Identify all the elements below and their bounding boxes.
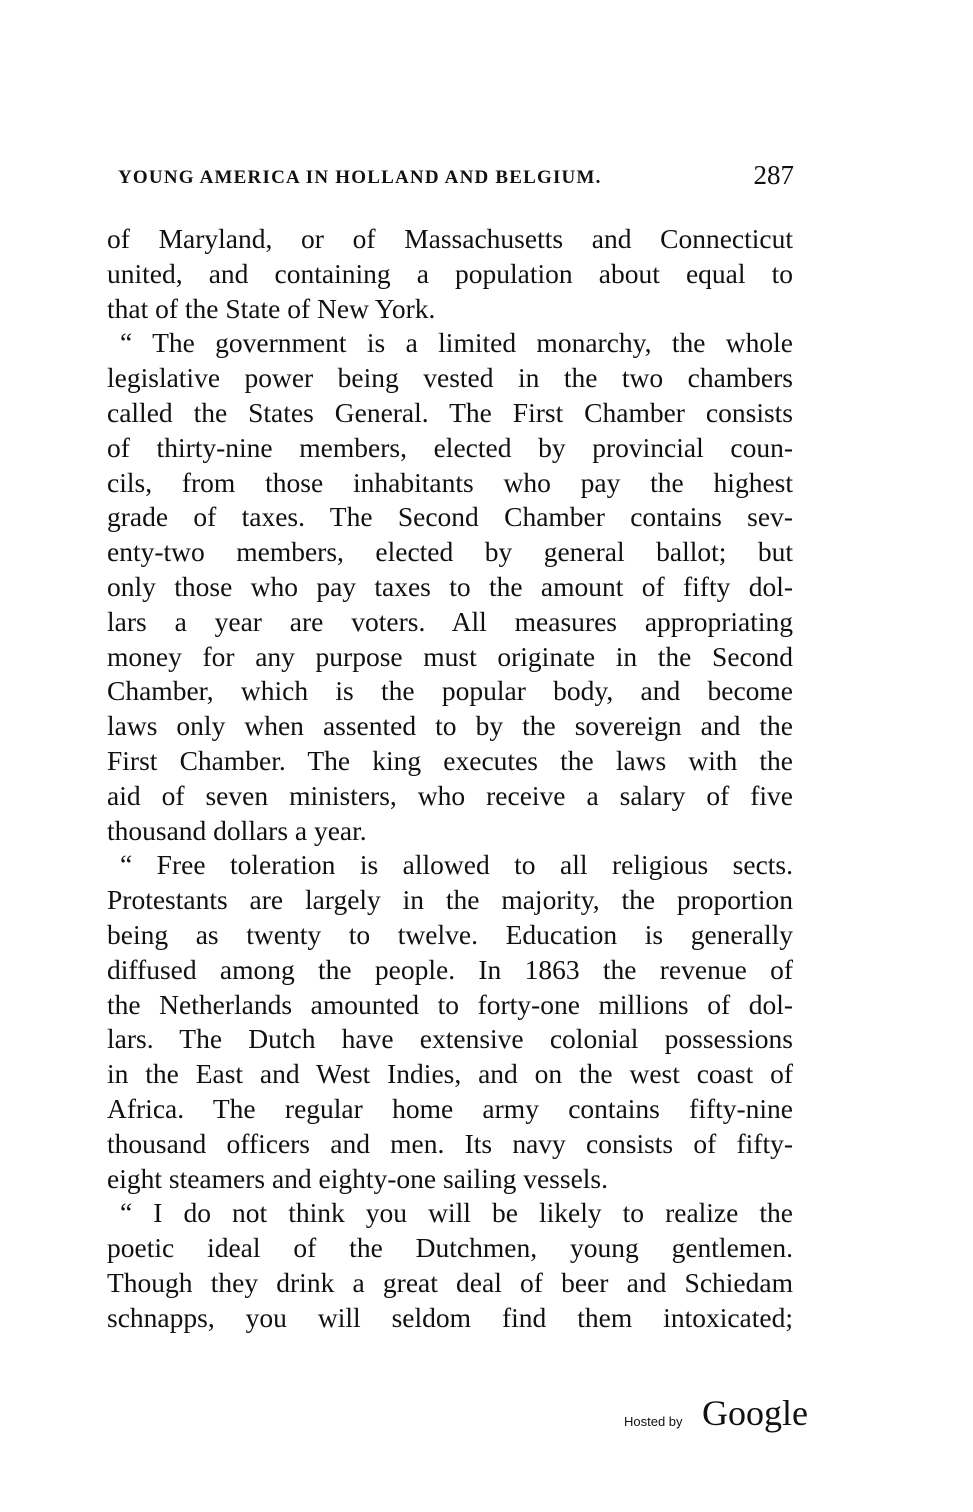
running-title: YOUNG AMERICA IN HOLLAND AND BELGIUM.	[118, 167, 602, 188]
text-line: Though they drink a great deal of beer and Schiedam	[107, 1267, 793, 1298]
google-logo: Google	[702, 1393, 808, 1433]
running-header	[118, 160, 794, 196]
text-line: “ Free toleration is allowed to all religious sects.	[120, 849, 793, 881]
text-line: lars a year are voters. All measures appropriating	[107, 605, 793, 637]
text-line: the Netherlands amounted to forty-one millions of dol-	[107, 988, 793, 1020]
text-line: schnapps, you will seldom find them intoxicated;	[107, 1301, 793, 1333]
text-line: laws only when assented to by the sovereign and the	[107, 710, 793, 742]
text-line: being as twenty to twelve. Education is generally	[107, 919, 793, 950]
text-line: legislative power being vested in the two chambers	[107, 362, 793, 394]
hosted-by-label: Hosted by	[624, 1414, 683, 1429]
text-line: Chamber, which is the popular body, and become	[107, 675, 793, 707]
text-line: First Chamber. The king executes the laws with the	[107, 745, 793, 776]
text-line: grade of taxes. The Second Chamber contains sev-	[107, 501, 793, 533]
text-line: poetic ideal of the Dutchmen, young gentlemen.	[107, 1232, 793, 1264]
text-line: “ The government is a limited monarchy, the whole	[120, 327, 793, 359]
text-line: eight steamers and eighty-one sailing vessels.	[107, 1162, 608, 1194]
page-number: 287	[753, 160, 794, 190]
text-line: of Maryland, or of Massachusetts and Connecticut	[107, 223, 793, 254]
text-line: of thirty-nine members, elected by provincial coun-	[107, 431, 793, 463]
text-line: diffused among the people. In 1863 the revenue of	[107, 953, 793, 985]
text-line: Africa. The regular home army contains fifty-nine	[107, 1093, 793, 1124]
text-line: “ I do not think you will be likely to realize the	[120, 1197, 793, 1229]
text-line: aid of seven ministers, who receive a salary of five	[107, 779, 793, 811]
text-line: Protestants are largely in the majority, the proportion	[107, 884, 793, 916]
text-line: lars. The Dutch have extensive colonial possessions	[107, 1023, 793, 1055]
text-line: that of the State of New York.	[107, 292, 436, 324]
text-line: thousand dollars a year.	[107, 814, 367, 846]
text-line: united, and containing a population about equal to	[107, 257, 793, 289]
text-line: called the States General. The First Chamber consists	[107, 397, 793, 428]
text-line: cils, from those inhabitants who pay the highest	[107, 466, 793, 498]
text-line: enty-two members, elected by general ballot; but	[107, 536, 793, 568]
text-line: thousand officers and men. Its navy consists of fifty-	[107, 1127, 793, 1159]
text-line: only those who pay taxes to the amount of fifty dol-	[107, 571, 793, 602]
text-line: money for any purpose must originate in the Second	[107, 640, 793, 672]
text-line: in the East and West Indies, and on the west coast of	[107, 1058, 793, 1090]
